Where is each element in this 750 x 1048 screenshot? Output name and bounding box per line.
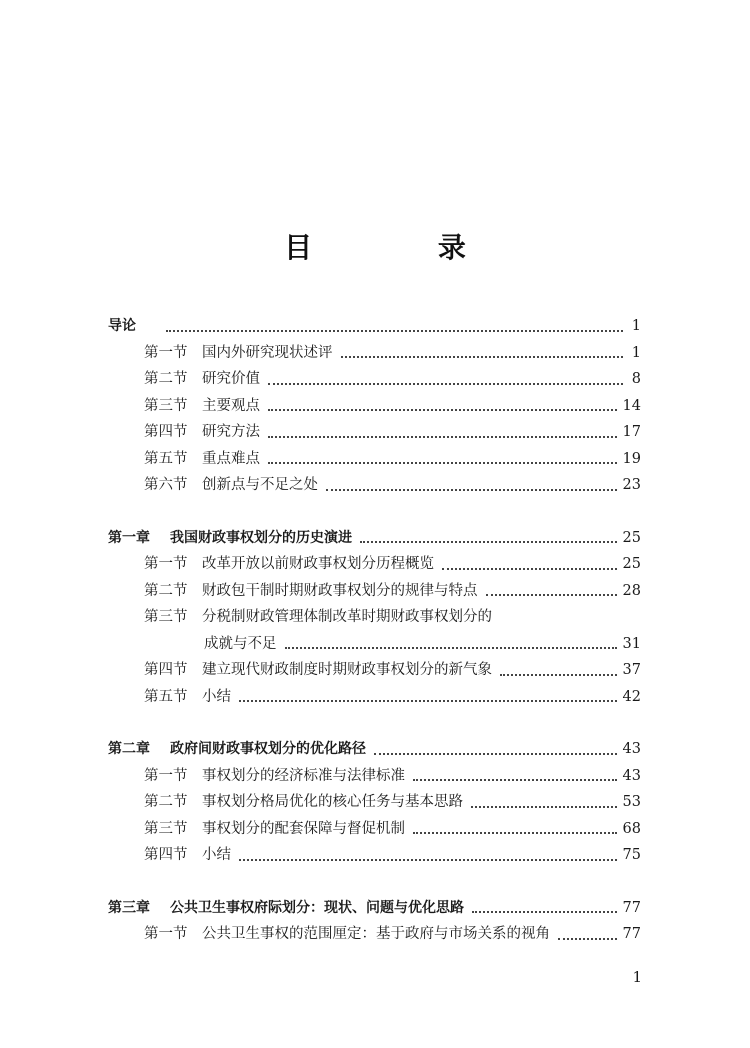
toc-page-number: 75 — [622, 847, 641, 863]
toc-section-title: 研究方法 — [202, 424, 260, 440]
page-number: 1 — [632, 968, 642, 986]
toc-page-number: 77 — [622, 926, 641, 942]
toc-section-entry[interactable] — [108, 604, 641, 631]
dot-leader — [268, 408, 617, 411]
dot-leader — [486, 593, 617, 596]
toc-chapter-label: 导论 — [108, 318, 136, 334]
toc-chapter-title: 我国财政事权划分的历史演进 — [170, 529, 352, 546]
dot-leader — [442, 567, 617, 570]
toc-section-entry[interactable] — [108, 446, 641, 473]
dot-leader — [268, 382, 623, 385]
toc-page-number: 25 — [622, 556, 641, 572]
toc-section-entry[interactable] — [108, 393, 641, 420]
toc-section-title: 公共卫生事权的范围厘定：基于政府与市场关系的视角 — [202, 926, 550, 942]
toc-section-title: 重点难点 — [202, 450, 260, 467]
toc-section-title: 事权划分格局优化的核心任务与基本思路 — [202, 794, 463, 810]
toc-chapter-entry[interactable] — [108, 525, 641, 552]
toc-section-title: 财政包干制时期财政事权划分的规律与特点 — [202, 582, 478, 599]
toc-section-label: 第二节 — [144, 794, 188, 810]
dot-leader — [558, 937, 617, 940]
toc-section-label: 第二节 — [144, 582, 188, 599]
toc-section-entry[interactable] — [108, 842, 641, 869]
toc-section-entry[interactable] — [108, 921, 641, 948]
toc-section-entry[interactable] — [108, 684, 641, 711]
toc-section-title: 研究价值 — [202, 371, 260, 387]
dot-leader — [166, 329, 623, 332]
toc-section-label: 第五节 — [144, 688, 188, 705]
dot-leader — [500, 673, 617, 676]
dot-leader — [268, 461, 617, 464]
dot-leader — [413, 778, 617, 781]
toc-chapter-title: 公共卫生事权府际划分：现状、问题与优化思路 — [170, 899, 464, 916]
toc-section-title: 国内外研究现状述评 — [202, 344, 333, 361]
toc-section-label: 第四节 — [144, 424, 188, 440]
dot-leader — [239, 699, 617, 702]
toc-chapter-label: 第三章 — [108, 899, 150, 916]
toc-section-entry[interactable] — [108, 578, 641, 605]
toc-section-label: 第三节 — [144, 609, 188, 625]
toc-section-label: 第六节 — [144, 477, 188, 493]
toc-chapter-label: 第二章 — [108, 741, 150, 757]
toc-page-number: 28 — [622, 582, 641, 599]
toc-section-entry[interactable] — [108, 789, 641, 816]
dot-leader — [239, 858, 617, 861]
toc-page-number: 43 — [622, 767, 641, 784]
toc-section-entry[interactable] — [108, 340, 641, 367]
toc-section-title: 事权划分的经济标准与法律标准 — [202, 767, 405, 784]
toc-page-number: 23 — [622, 477, 641, 493]
toc-section-entry[interactable] — [108, 657, 641, 684]
toc-section-label: 第一节 — [144, 767, 188, 784]
toc-section-label: 第一节 — [144, 926, 188, 942]
toc-section-entry[interactable] — [108, 419, 641, 446]
toc-section-title: 分税制财政管理体制改革时期财政事权划分的 — [202, 609, 492, 625]
toc-chapter-entry[interactable] — [108, 736, 641, 763]
toc-page-number: 25 — [622, 529, 641, 546]
dot-leader — [268, 435, 617, 438]
toc-section-title: 小结 — [202, 688, 231, 705]
toc-section-entry[interactable] — [108, 366, 641, 393]
toc-group — [108, 313, 641, 499]
dot-leader — [285, 646, 617, 649]
toc-section-continuation[interactable] — [108, 631, 641, 658]
toc-section-entry[interactable] — [108, 472, 641, 499]
dot-leader — [413, 831, 617, 834]
toc-section-title: 事权划分的配套保障与督促机制 — [202, 820, 405, 837]
dot-leader — [472, 910, 617, 913]
toc-section-label: 第二节 — [144, 371, 188, 387]
toc-intro-entry[interactable] — [108, 313, 641, 340]
toc-page-number: 19 — [622, 450, 641, 467]
dot-leader — [374, 752, 617, 755]
toc-page-number: 14 — [622, 397, 641, 414]
toc-section-title: 改革开放以前财政事权划分历程概览 — [202, 556, 434, 572]
page-title: 目 录 — [284, 231, 524, 264]
toc-section-label: 第三节 — [144, 820, 188, 837]
toc-page-number: 1 — [631, 318, 641, 334]
toc-page-number: 42 — [622, 688, 641, 705]
toc-group — [108, 525, 641, 711]
dot-leader — [471, 805, 617, 808]
toc-section-title: 主要观点 — [202, 397, 260, 414]
dot-leader — [360, 540, 617, 543]
toc-section-entry[interactable] — [108, 816, 641, 843]
toc-section-label: 第一节 — [144, 344, 188, 361]
toc-chapter-title: 政府间财政事权划分的优化路径 — [170, 741, 366, 757]
toc-section-label: 第四节 — [144, 847, 188, 863]
toc-section-entry[interactable] — [108, 551, 641, 578]
toc-section-title: 小结 — [202, 847, 231, 863]
toc-section-label: 第三节 — [144, 397, 188, 414]
toc-page-number: 1 — [631, 344, 641, 361]
toc-page-number: 8 — [631, 371, 641, 387]
toc-section-label: 第一节 — [144, 556, 188, 572]
toc-section-title: 创新点与不足之处 — [202, 477, 318, 493]
toc-page-number: 37 — [622, 662, 641, 678]
toc-section-label: 第五节 — [144, 450, 188, 467]
toc-page-number: 53 — [622, 794, 641, 810]
toc-page-number: 31 — [622, 635, 641, 652]
table-of-contents — [108, 313, 641, 974]
toc-chapter-entry[interactable] — [108, 895, 641, 922]
dot-leader — [326, 488, 617, 491]
toc-section-title-continued: 成就与不足 — [204, 635, 277, 652]
toc-group — [108, 736, 641, 869]
toc-page-number: 43 — [622, 741, 641, 757]
toc-section-entry[interactable] — [108, 763, 641, 790]
dot-leader — [341, 355, 624, 358]
toc-section-label: 第四节 — [144, 662, 188, 678]
toc-group — [108, 895, 641, 948]
toc-page-number: 77 — [622, 899, 641, 916]
toc-page-number: 17 — [622, 424, 641, 440]
toc-chapter-label: 第一章 — [108, 529, 150, 546]
toc-page-number: 68 — [622, 820, 641, 837]
toc-section-title: 建立现代财政制度时期财政事权划分的新气象 — [202, 662, 492, 678]
